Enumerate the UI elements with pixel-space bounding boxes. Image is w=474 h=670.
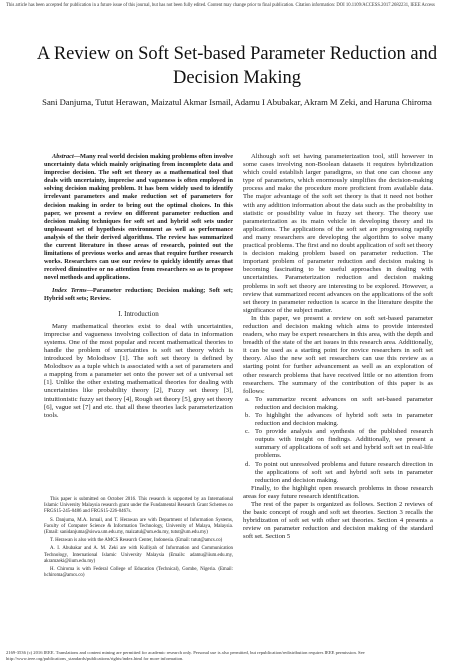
list-marker: a. bbox=[245, 395, 250, 403]
index-terms-lead: Index Terms bbox=[52, 286, 87, 294]
body-paragraph: The rest of the paper is organized as follows. Section 2 reviews of the basic concept of rough and soft set theories. Section 3 recalls the hybridization of soft set with other set theories. Section 4 presents a review on parameter reduction and decision making of the standard soft set. Section 5 bbox=[243, 501, 433, 541]
list-item-text: To summarize recent advances on soft set-based parameter reduction and decision making. bbox=[255, 395, 433, 411]
list-item-text: To highlight the advances of hybrid soft sets in parameter reduction and decision making. bbox=[255, 412, 433, 428]
footnotes bbox=[44, 497, 233, 581]
list-item-text: To provide analysis and synthesis of the published research outputs with insight on findings. Additionally, we present a summary of applications of soft set and hybrid soft set in real-life problems. bbox=[255, 428, 433, 460]
left-column bbox=[44, 153, 233, 420]
footnote: T. Herawan is also with the AMCS Research Center, Indonesia. (Email: tutut@amcs.co) bbox=[50, 538, 223, 544]
body-paragraph: In this paper, we present a review on soft set-based parameter reduction and decision making which aims to provide interested readers, who may be expert researchers in this area, with the depth and breadth of the state of the art issues in this research area. Additionally, it can be used as a starting point for novice researchers in soft set theory. Also the new soft set researchers can use this review as a starting point for further advancement as well as an exploration of other research problems that have received little or no attention from researchers. The summary of the contribution of this paper is as follows: bbox=[243, 314, 433, 395]
author-list: Sani Danjuma, Tutut Herawan, Maizatul Akmar Ismail, Adamu I Abubakar, Akram M Zeki, and Haruna Chiroma bbox=[42, 97, 432, 107]
contribution-list bbox=[243, 396, 433, 485]
list-marker: d. bbox=[245, 460, 250, 468]
list-item-text: To point out unresolved problems and future research direction in the applications of soft set and hybrid soft sets in parameter reduction and decision making. bbox=[255, 460, 433, 484]
abstract-lead: Abstract bbox=[52, 153, 74, 160]
list-item bbox=[243, 396, 433, 412]
list-marker: b. bbox=[245, 412, 250, 419]
introduction-paragraph: Many mathematical theories exist to deal with uncertainties, imprecise and vagueness involving collection of data in information systems. One of the most popular and recent mathematical theories to handle the problem of uncertainties is soft set theory which is introduced by Molodtsov [1]. The soft set theory is defined by Molodtsov as a tuple which is associated with a set of parameters and a mapping from a parameter set onto the power set of a universal set [1]. Unlike the other existing mathematical theories for dealing with uncertainties like probability theory [2], Fuzzy set theory [3], intuitionistic fuzzy set theory [4], Rough set theory [5], grey set theory [6], vague set [7] and etc. that all these theories lack parameterization tools. bbox=[44, 322, 233, 419]
index-terms bbox=[44, 287, 233, 303]
journal-header-note: This article has been accepted for publication in a future issue of this journal, but has not been fully edited. Content may change prior to final publication. Citation information: DOI 10.1109/ACCESS.2017.2682231, IEEE Access bbox=[6, 3, 435, 8]
body-paragraph: Finally, to the highlight open research problems in those research areas for easy future research identification. bbox=[243, 484, 433, 500]
body-paragraph: Although soft set having parameterization tool, still however in some cases involving non-Boolean datasets it requires hybridization which could establish larger paradigms, so that one can choose any type of parameters, which enormously simplifies the decision-making process and make the procedure more proficient from available data. The major advantage of the soft set theory is that it need not bother with any addition information about the data such as the probability in statistic or possibility value in fuzzy set theory. The theory use parameterization as its main vehicle in developing theory and its applications. The applications of the soft set are progressing rapidly and many researchers are developing the algorithm to solve many practical problems. The first and no doubt application of soft set theory is decision making problem based on parameter reduction. The important problem of parameter reduction and decision making is becoming fascinating to be useful approaches in dealing with uncertainties. Parameterization reduction and decision making problems in soft set theory are interesting to be explored. However, a review that summarized recent advances on the applications of the soft set theory in parameter reduction is scarce in the literature despite the significance of the subject matter. bbox=[243, 153, 433, 314]
section-heading-introduction: I. Introduction bbox=[118, 309, 159, 318]
footnote: A. I. Abubakar and A. M. Zeki are with Kulliyah of Information and Communication Technology, International Islamic University Malaysia (Emails: adamu@iium.edu.my, akramzeki@iium.edu.my) bbox=[44, 546, 233, 564]
footnote: S. Danjuma, M.A. Ismail, and T. Herawan are with Department of Information Systems, Faculty of Computer Science & Information Technology, University of Malaya, Malaysia. (Email: sanidanjuma@siswa.um.edu.my, maizatul@um.edu.my, tutut@um.edu.my) bbox=[44, 517, 233, 536]
list-item bbox=[243, 412, 433, 428]
footnote: H. Chiroma is with Federal College of Education (Technical), Gombe, Nigeria. (Email: hchiroma@amcs.co) bbox=[44, 567, 233, 579]
list-item bbox=[243, 461, 433, 485]
paper-title: A Review on Soft Set-based Parameter Reduction and Decision Making bbox=[36, 44, 438, 88]
list-item bbox=[243, 428, 433, 460]
abstract bbox=[44, 153, 233, 283]
list-marker: c. bbox=[245, 428, 250, 436]
copyright-footer: 2169-3536 (c) 2016 IEEE. Translations and content mining are permitted for academic research only. Personal use is also permitted, but republication/redistribution requires IEEE permission. See http://www.ieee.org/publications_standards/publications/rights/index.html for more information. bbox=[6, 650, 365, 661]
index-terms-text: —Parameter reduction; Decision making; Soft set; Hybrid soft sets; Review. bbox=[44, 286, 233, 302]
footnote: This paper is submitted on October 2016. This research is supported by an International Islamic University Malaysia research grant under the Fundamental Research Grant Schemes no FRGS15-245-0486 and FRGS15-226-0467s. bbox=[44, 497, 233, 515]
abstract-text: —Many real world decision making problems often involve uncertainty data which mainly originating from incomplete data and imprecise decision. The soft set theory as a mathematical tool that deals with uncertainty, imprecise and vagueness is often employed in solving decision making problem. It has been widely used to identify irrelevant parameters and make reduction set of parameters for decision making in order to bring out the optimal choices. In this paper, we present a review on different parameter reduction and decision making techniques for soft set and hybrid soft sets under unpleasant set of hypothesis environment as well as performance analysis of the their derived algorithms. The review has summarized the current literature in those areas of research, pointed out the limitations of previous works and areas that require further research works. Researchers can use our review to quickly identify areas that received diminutive or no attention from researchers so as to propose novel methods and applications. bbox=[44, 153, 233, 282]
right-column bbox=[243, 153, 433, 542]
